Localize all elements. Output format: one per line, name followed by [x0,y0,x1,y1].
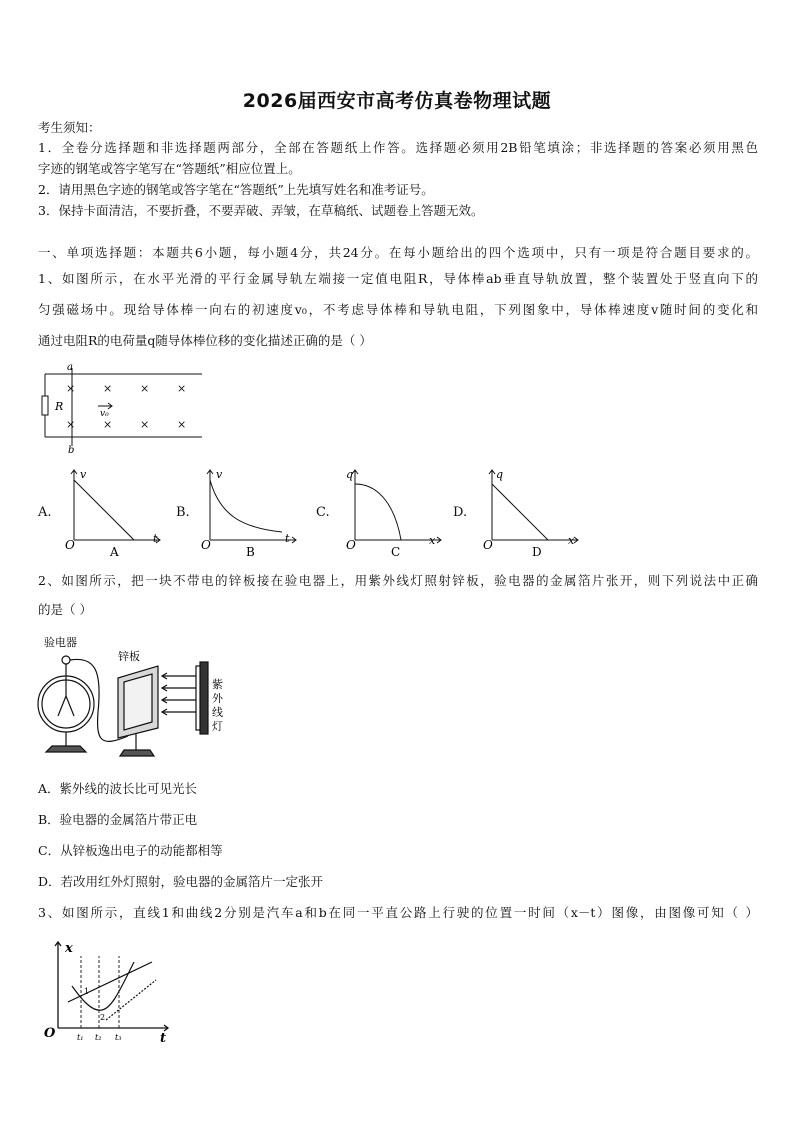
notice-heading: 考生须知： [38,120,101,135]
q2-option-a[interactable]: A．紫外线的波长比可见光长 [38,781,198,796]
axis-label-x: t [285,532,290,545]
field-cross: × [103,418,113,431]
field-cross: × [140,382,150,395]
q2-electroscope-figure [36,632,236,764]
field-cross: × [177,382,187,395]
q1-line-2: 匀强磁场中。现给导体棒一向右的初速度v₀，不考虑导体棒和导轨电阻，下列图象中，导体棒速度v随时间的变化和 [38,302,758,317]
option-d-label[interactable]: D. [453,505,468,520]
label-R: R [55,400,64,413]
q1-line-3: 通过电阻R的电荷量q随导体棒位移的变化描述正确的是（ ） [38,333,372,348]
field-cross: × [103,382,113,395]
option-d-graph [480,466,590,558]
q2-line-2: 的是（ ） [38,602,92,617]
axis-label-y: v [216,468,223,481]
axis-label-x: x [429,534,436,547]
field-cross: × [66,382,76,395]
notice-item-1: 1．全卷分选择题和非选择题两部分，全部在答题纸上作答。选择题必须用2B铅笔填涂；非选择题的答案必须用黑色 [38,140,758,155]
curve-2-label: 2 [100,1013,106,1022]
lamp-label-char: 灯 [212,720,223,733]
origin-label: O [44,1026,56,1041]
lamp-label-char: 紫 [212,678,223,691]
page-title: 2026届西安市高考仿真卷物理试题 [242,90,552,112]
label-b: b [68,445,75,454]
notice-item-3: 3．保持卡面清洁，不要折叠，不要弄破、弄皱，在草稿纸、试题卷上答题无效。 [38,203,484,218]
q3-line-1: 3、如图所示，直线1和曲线2分别是汽车a和b在同一平直公路上行驶的位置一时间（x－t）图像，由图像可知（ ） [38,905,758,920]
option-b-label[interactable]: B. [176,505,190,520]
option-a-label[interactable]: A. [38,505,52,520]
axis-label-y: v [80,468,87,481]
option-a-graph [62,466,172,558]
field-cross: × [66,418,76,431]
field-cross: × [177,418,187,431]
axis-label-x: x [65,941,73,956]
zinc-plate-label: 锌板 [118,650,140,663]
origin-label: O [201,538,211,552]
field-cross: × [140,418,150,431]
curve-1-label: 1 [84,987,90,996]
q3-xt-graph [40,936,180,1048]
origin-label: O [65,538,75,552]
q1-rail-figure [40,362,210,454]
origin-label: O [483,538,493,552]
notice-item-1-cont: 字迹的钢笔或答字笔写在“答题纸”相应位置上。 [38,161,301,176]
origin-label: O [346,538,356,552]
option-c-label[interactable]: C. [316,505,330,520]
option-a-caption: A [110,545,119,558]
axis-label-y: q [496,468,504,481]
electroscope-label: 验电器 [44,636,77,649]
label-a: a [67,362,73,373]
lamp-label-char: 外 [212,692,223,705]
section-heading: 一、单项选择题：本题共6小题，每小题4分，共24分。在每小题给出的四个选项中，只有一项是符合题目要求的。 [38,245,758,260]
option-c-caption: C [391,545,401,558]
tick-t2: t₂ [95,1033,102,1042]
q2-option-d[interactable]: D．若改用红外灯照射，验电器的金属箔片一定张开 [38,874,324,889]
notice-item-2: 2．请用黑色字迹的钢笔或答字笔在“答题纸”上先填写姓名和准考证号。 [38,182,434,197]
axis-label-x: x [568,534,575,547]
q2-option-b[interactable]: B．验电器的金属箔片带正电 [38,812,198,827]
option-b-graph [198,466,308,558]
label-v0: v₀ [100,409,109,419]
option-b-caption: B [246,545,255,558]
q2-line-1: 2、如图所示，把一块不带电的锌板接在验电器上，用紫外线灯照射锌板，验电器的金属箔片张开，则下列说法中正确 [38,573,758,588]
tick-t1: t₁ [77,1033,84,1042]
axis-label-y: q [346,468,354,481]
q1-line-1: 1、如图所示，在水平光滑的平行金属导轨左端接一定值电阻R，导体棒ab垂直导轨放置，整个装置处于竖直向下的 [38,271,758,286]
lamp-label-char: 线 [212,706,223,719]
option-c-graph [343,466,453,558]
q2-option-c[interactable]: C．从锌板逸出电子的动能都相等 [38,843,223,858]
axis-label-t: t [160,1031,167,1046]
axis-label-x: t [153,532,158,545]
tick-t3: t₃ [115,1033,122,1042]
option-d-caption: D [532,545,542,558]
